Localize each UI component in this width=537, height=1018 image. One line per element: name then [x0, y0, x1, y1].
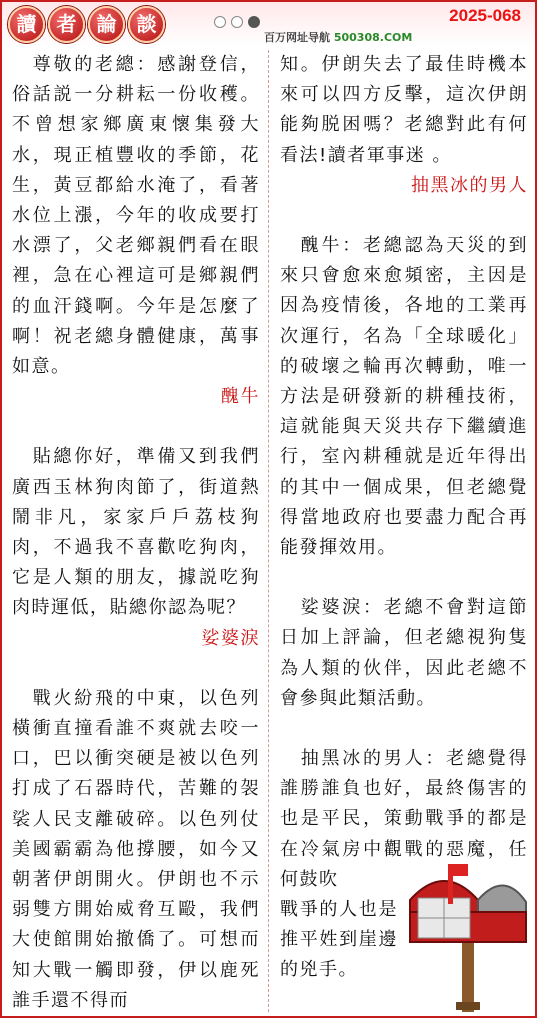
dot-icon	[214, 16, 226, 28]
title-char-1: 讀	[8, 6, 45, 43]
column-divider	[268, 50, 269, 1012]
dot-icon	[231, 16, 243, 28]
site-url[interactable]: 500308.COM	[333, 31, 413, 44]
letter-signature: 醜牛	[221, 386, 260, 408]
site-watermark[interactable]	[264, 29, 412, 45]
left-column	[12, 50, 260, 1016]
dot-active-icon	[248, 16, 260, 28]
issue-number: 2025-068	[449, 6, 521, 25]
pager-dots	[214, 16, 260, 28]
reply-paragraph: 抽黑冰的男人：老總覺得誰勝誰負也好，最終傷害的也是平民，策動戰爭的都是在冷氣房中觀戰的惡魔，任何鼓吹	[280, 748, 528, 890]
title-char-2: 者	[48, 6, 85, 43]
column-title	[8, 6, 165, 43]
title-char-4: 談	[128, 6, 165, 43]
reply-paragraph: 醜牛：老總認為天災的到來只會愈來愈頻密，主因是因為疫情後，各地的工業再次運行，名為「全球暖化」的破壞之輪再次轉動，唯一方法是研發新的耕種技術，這就能與天災共存下繼續進行，室內耕種就是近年得出的其中一個成果，但老總覺得當地政府也要盡力配合再能發揮效用。	[280, 235, 528, 559]
letter-signature: 抽黑冰的男人	[411, 174, 528, 196]
letter-paragraph: 貼總你好，準備又到我們廣西玉林狗肉節了，街道熱鬧非凡，家家戶戶荔枝狗肉，不過我不喜歡吃狗肉，它是人類的朋友，據説吃狗肉時運低，貼總你認為呢？	[12, 446, 260, 619]
reply-paragraph: 娑婆淚：老總不會對這節日加上評論，但老總視狗隻為人類的伙伴，因此老總不會參與此類活動。	[280, 597, 528, 709]
letter-signature: 娑婆淚	[201, 627, 260, 649]
mailbox-icon	[404, 862, 534, 1012]
letter-paragraph-continued: 知。伊朗失去了最佳時機本來可以四方反擊，這次伊朗能夠脱困嗎？老總對此有何看法!讀者軍事迷 。	[280, 54, 528, 166]
title-char-3: 論	[88, 6, 125, 43]
right-column	[280, 50, 528, 986]
letter-paragraph: 戰火紛飛的中東，以色列橫衝直撞看誰不爽就去咬一口，巴以衝突硬是被以色列打成了石器時代，苦難的袈裟人民支離破碎。以色列仗美國霸霸為他撐腰，如今又朝著伊朗開火。伊朗也不示弱雙方開始威脅互毆，我們大使館開始撤僑了。可想而知大戰一觸即發，伊以鹿死誰手還不得而	[12, 687, 260, 1011]
site-label: 百万网址导航	[264, 31, 330, 44]
page-header	[2, 2, 535, 46]
reply-paragraph-end: 戰爭的人也是推平姓到崖邊的兇手。	[280, 899, 398, 981]
letter-paragraph: 尊敬的老總：感謝登信，俗話説一分耕耘一份收穫。不曾想家鄉廣東懷集發大水，現正植豐收的季節，花生，黃豆都給水淹了，看著水位上漲，今年的收成要打水漂了，父老鄉親們看在眼裡，急在心裡這可是鄉親們的血汗錢啊。今年是怎麼了啊！祝老總身體健康，萬事如意。	[12, 54, 260, 378]
